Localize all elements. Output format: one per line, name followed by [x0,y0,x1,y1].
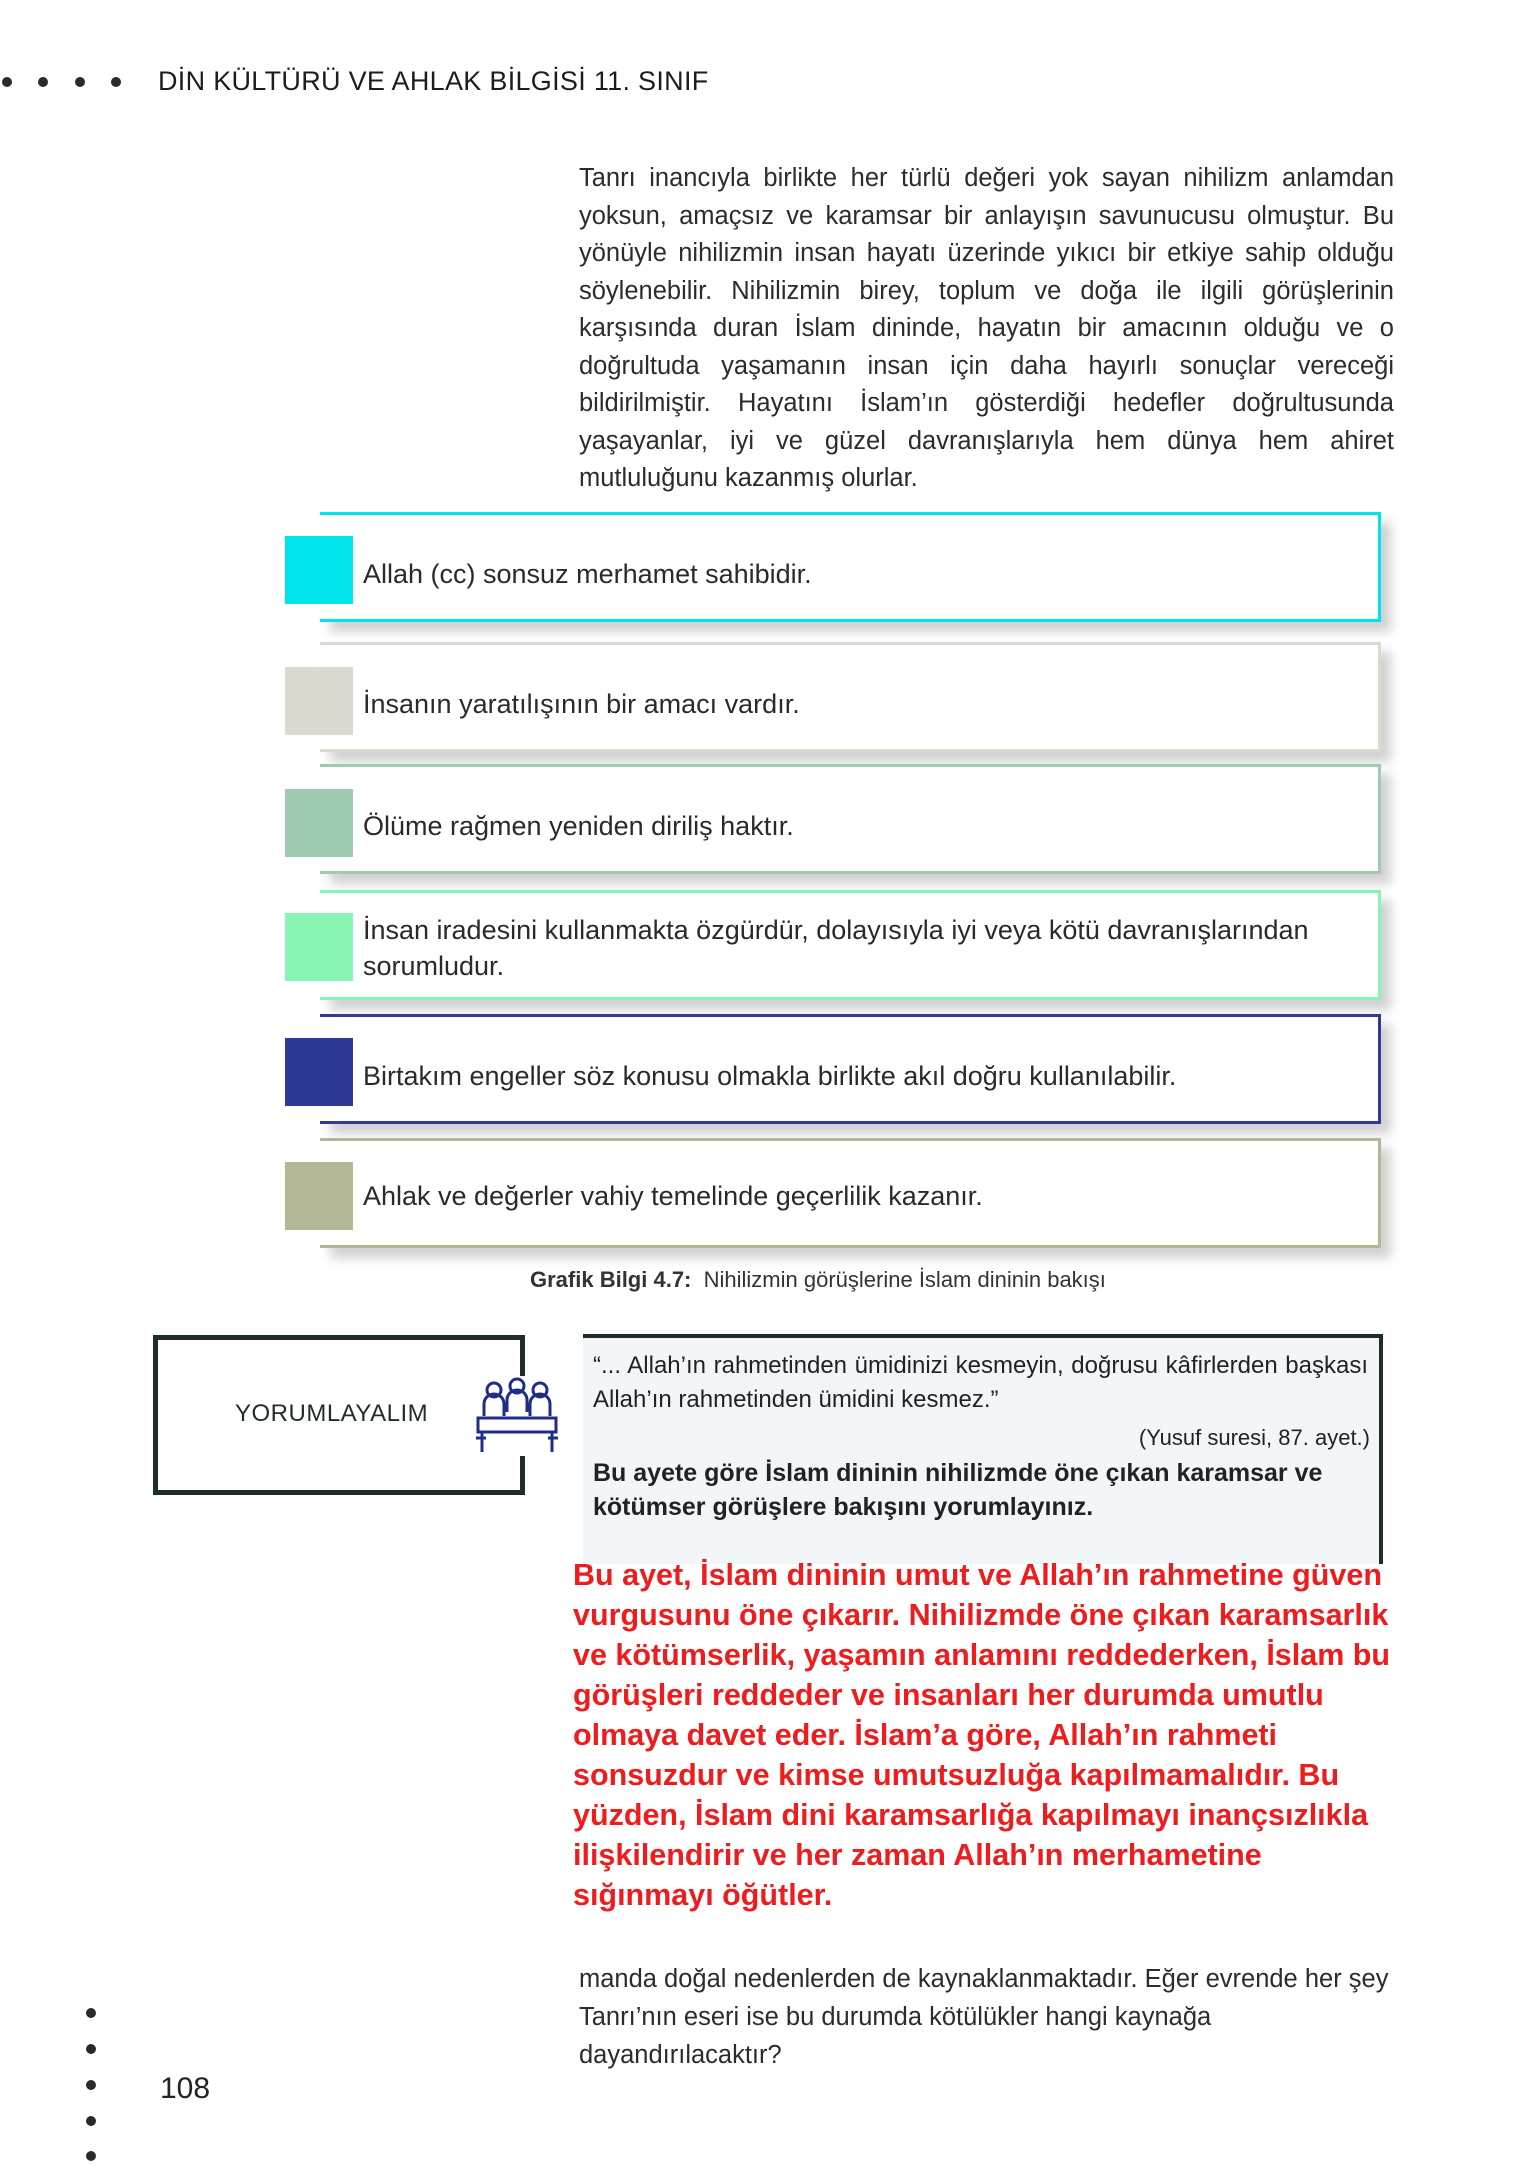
graphic-marker-3 [285,789,353,857]
people-meeting-icon [472,1376,562,1456]
side-dot [86,2151,96,2161]
graphic-marker-5 [285,1038,353,1106]
graphic-marker-4 [285,913,353,981]
header-title: DİN KÜLTÜRÜ VE AHLAK BİLGİSİ 11. SINIF [158,66,709,96]
header-dot [38,77,48,87]
graphic-text-1: Allah (cc) sonsuz merhamet sahibidir. [363,559,812,589]
header-dot [75,77,85,87]
graphic-marker-1 [285,536,353,604]
graphic-text-2: İnsanın yaratılışının bir amacı vardır. [363,689,800,719]
intro-paragraph: Tanrı inancıyla birlikte her türlü değeri yok sayan nihilizm anlamdan yoksun, amaçsız ve karamsar bir anlayışın savunucusu olmuştur. Bu yönüyle nihilizmin insan hayatı üzerinde yıkıcı bir etkiye sahip olduğu söylenebilir. Nihilizmin birey, toplum ve doğa ile ilgili görüşlerinin karşısında duran İslam dininde, hayatın bir amacının olduğu ve o doğrultuda yaşamanın insan için daha hayırlı sonuçlar vereceği bildirilmiştir. Hayatını İslam’ın gösterdiği hedefler doğrultusunda yaşayanlar, iyi ve güzel davranışlarıyla hem dünya hem ahiret mutluluğunu kazanmış olurlar. [579,164,1394,492]
graphic-text-5: Birtakım engeller söz konusu olmakla birlikte akıl doğru kullanılabilir. [363,1061,1177,1091]
activity-label: YORUMLAYALIM [235,1400,429,1427]
header-dot [111,77,121,87]
graphic-marker-2 [285,667,353,735]
quote-source: (Yusuf suresi, 87. ayet.) [1138,1425,1370,1450]
graphic-text-3: Ölüme rağmen yeniden diriliş haktır. [363,811,794,841]
graphic-marker-6 [285,1162,353,1230]
side-dot [86,2044,96,2054]
side-dot [86,2080,96,2090]
answer-text: Bu ayet, İslam dininin umut ve Allah’ın rahmetine güven vurgusunu öne çıkarır. Nihilizmde öne çıkan karamsarlık ve kötümserlik, yaşamın anlamını reddederken, İslam bu görüşleri reddeder ve insanları her durumda umutlu olmaya davet eder. İslam’a göre, Allah’ın rahmeti sonsuzdur ve kimse umutsuzluğa kapılmamalıdır. Bu yüzden, İslam dini karamsarlığa kapılmayı inançsızlıkla ilişkilendirir ve her zaman Allah’ın merhametine sığınmayı öğütler. [573,1558,1391,1912]
page-number: 108 [160,2072,211,2105]
caption-label: Grafik Bilgi 4.7: [530,1267,692,1292]
side-dot [86,2116,96,2126]
graphic-text-6: Ahlak ve değerler vahiy temelinde geçerlilik kazanır. [363,1181,983,1211]
header-dot [2,77,12,87]
side-dot [86,2008,96,2018]
quote-text: “... Allah’ın rahmetinden ümidinizi kesmeyin, doğrusu kâfirlerden başkası Allah’ın rahmetinden ümidini kesmez.” [593,1352,1368,1413]
activity-question: Bu ayete göre İslam dininin nihilizmde öne çıkan karamsar ve kötümser görüşlere bakışını yorumlayınız. [593,1459,1323,1521]
caption-text: Nihilizmin görüşlerine İslam dininin bakışı [703,1267,1106,1292]
graphic-text-4: İnsan iradesini kullanmakta özgürdür, dolayısıyla iyi veya kötü davranışlarından sorumludur. [363,915,1309,981]
bottom-paragraph: manda doğal nedenlerden de kaynaklanmaktadır. Eğer evrende her şey Tanrı’nın eseri ise bu durumda kötülükler hangi kaynağa dayandırılacaktır? [579,1965,1389,2069]
graphic-caption [530,1267,1106,1293]
